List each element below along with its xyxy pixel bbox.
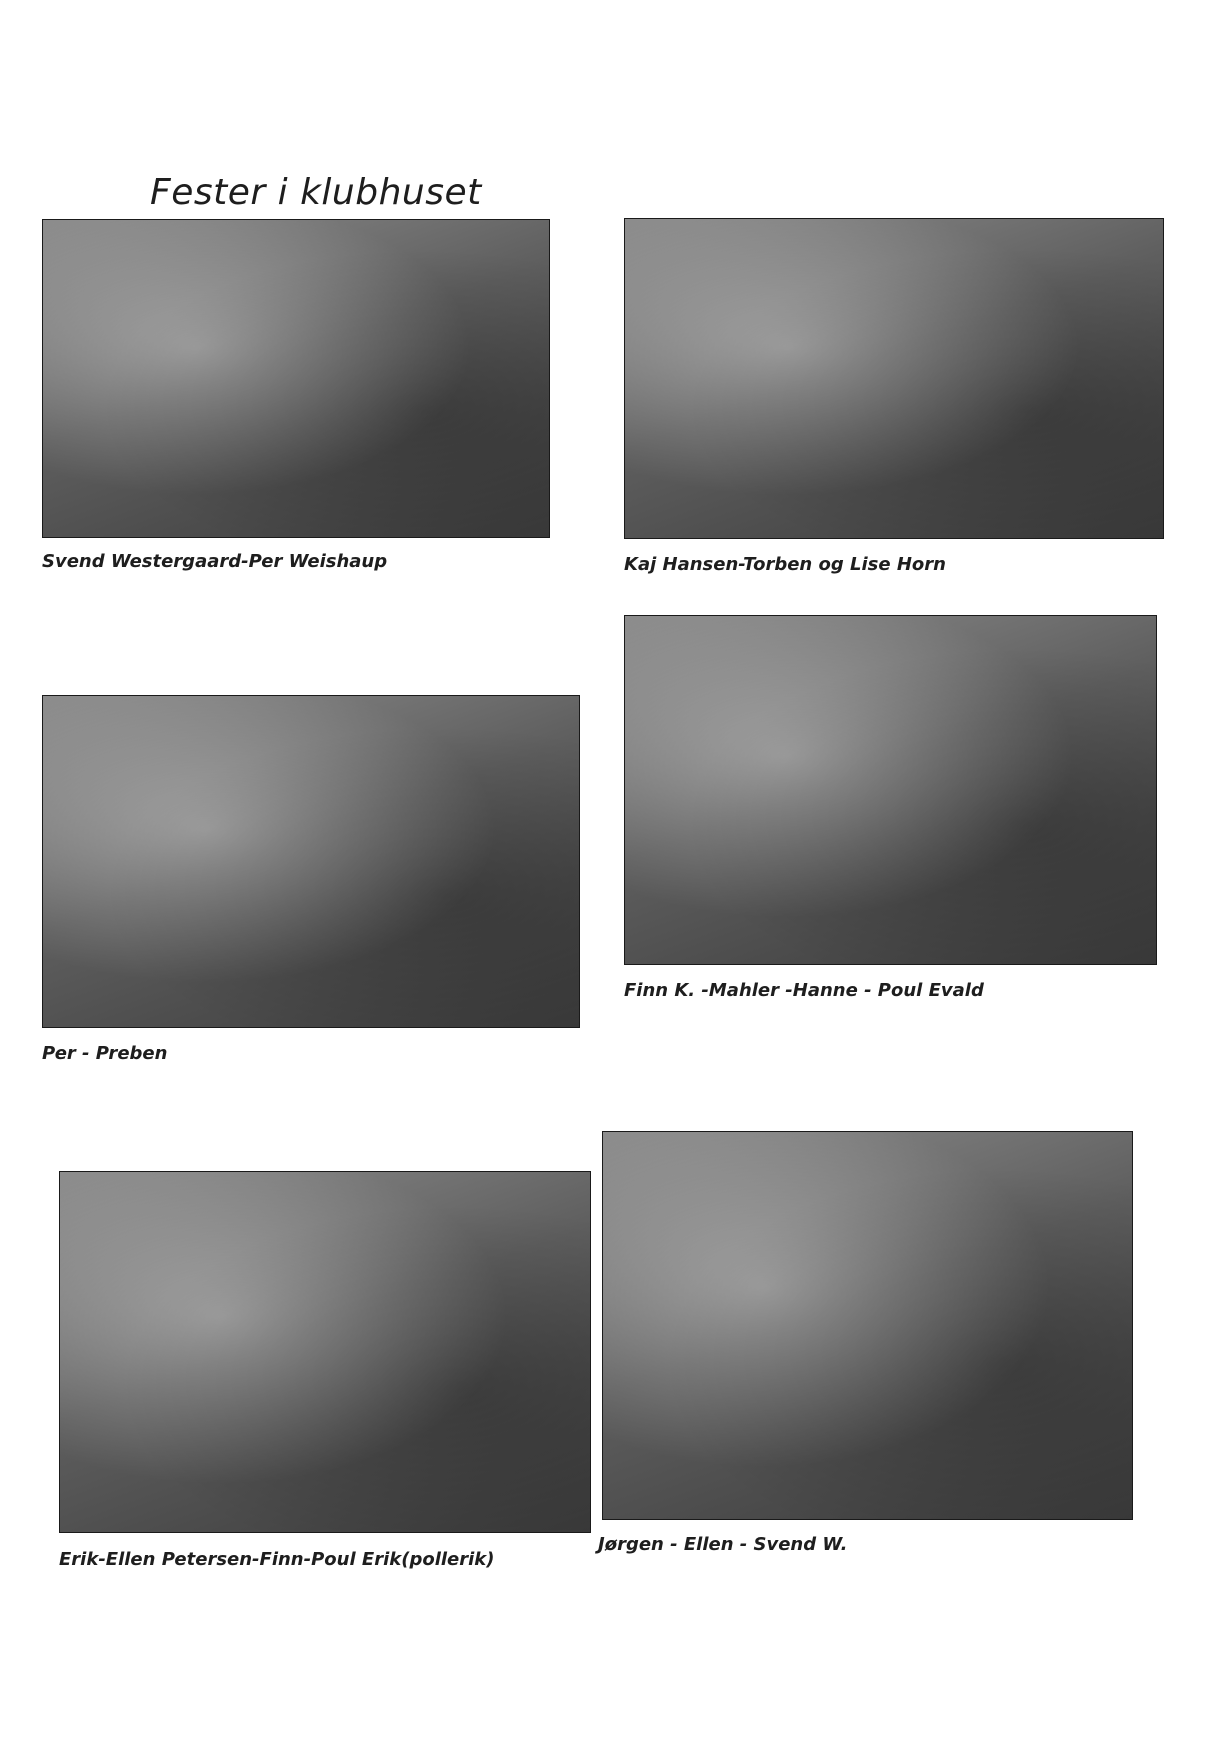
photo-4 — [42, 695, 580, 1028]
photo-6 — [59, 1171, 591, 1533]
photo-4-caption: Per - Preben — [42, 1043, 168, 1064]
page-title: Fester i klubhuset — [150, 172, 482, 213]
photo-2-caption: Kaj Hansen-Torben og Lise Horn — [624, 554, 946, 575]
photo-2 — [624, 218, 1164, 539]
photo-6-caption: Erik-Ellen Petersen-Finn-Poul Erik(pollerik) — [59, 1549, 495, 1570]
photo-5 — [602, 1131, 1133, 1520]
photo-1 — [42, 219, 550, 538]
photo-3-caption: Finn K. -Mahler -Hanne - Poul Evald — [624, 980, 984, 1001]
photo-5-caption: Jørgen - Ellen - Svend W. — [598, 1534, 848, 1555]
photo-3 — [624, 615, 1157, 965]
photo-1-caption: Svend Westergaard-Per Weishaup — [42, 551, 388, 572]
